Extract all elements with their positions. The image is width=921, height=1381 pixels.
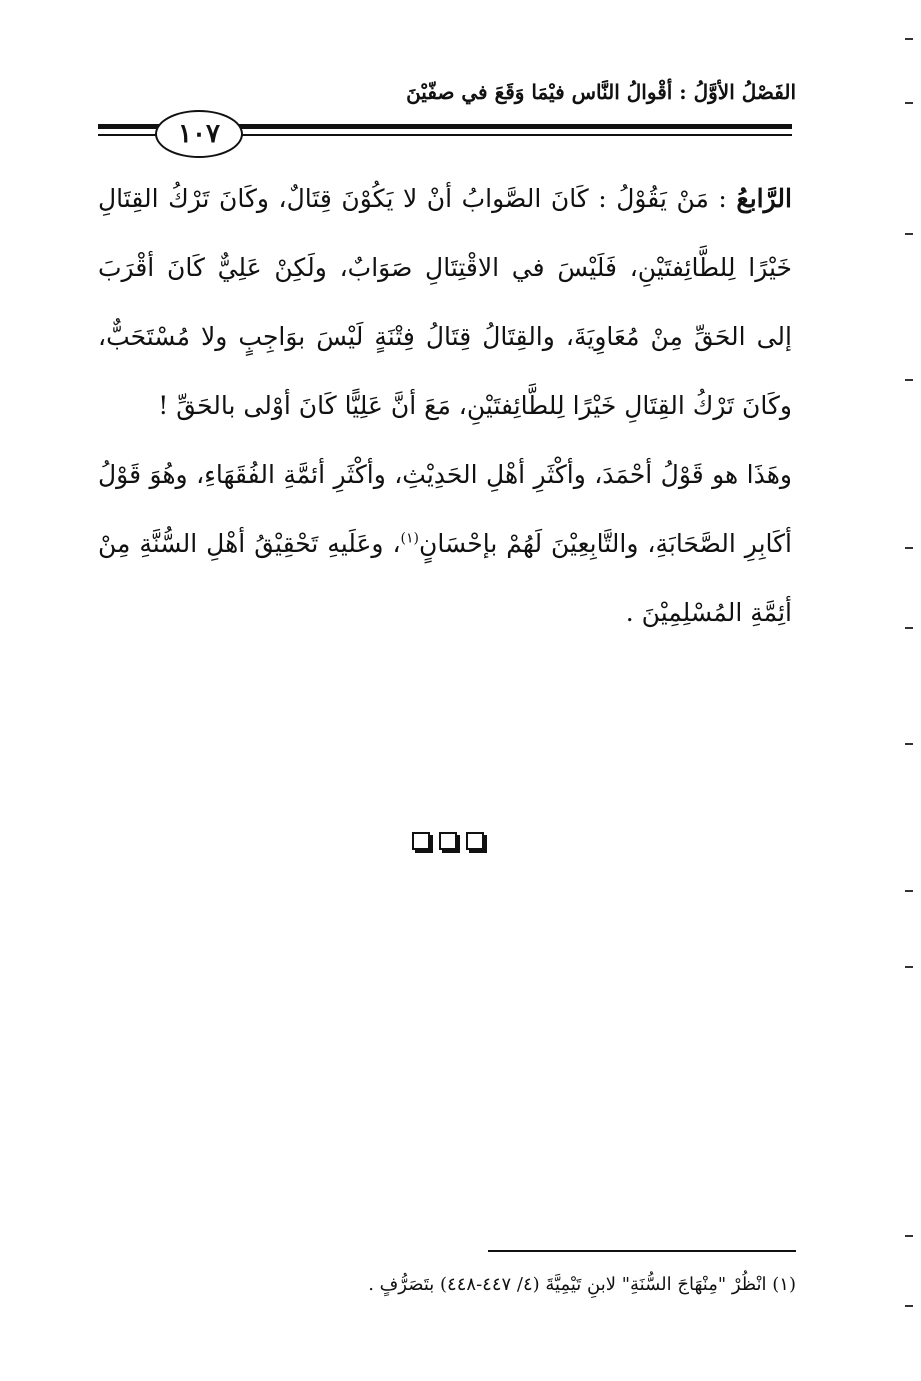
paragraph-1-body: : مَنْ يَقُوْلُ : كَانَ الصَّوابُ أنْ لا يَكُوْنَ قِتَالٌ، وكَانَ تَرْكُ القِتَالِ خَيْرًا لِلطَّائِفتَيْنِ، فَلَيْسَ في الاقْتِتَالِ صَوَابٌ، ولَكِنْ عَلِيٌّ كَانَ أقْرَبَ إلى الحَقِّ مِنْ مُعَاوِيَةَ، والقِتَالُ قِتَالُ فِتْنَةٍ لَيْسَ بوَاجِبٍ ولا مُسْتَحَبٌّ، وكَانَ تَرْكُ القِتَالِ خَيْرًا لِلطَّائِفتَيْنِ، مَعَ أنَّ عَلِيًّا كَانَ أوْلى بالحَقِّ ! [98, 184, 792, 420]
scan-edge-mark [905, 890, 913, 892]
paragraph-2-body: وهَذَا هو قَوْلُ أحْمَدَ، وأكْثَرِ أهْلِ الحَدِيْثِ، وأكْثَرِ أئمَّةِ الفُقَهَاءِ، وهُوَ قَوْلُ أكَابِرِ الصَّحَابَةِ، والتَّابِعِيْنَ لَهُمْ بإحْسَانٍ [98, 460, 792, 558]
footnote-rule [488, 1250, 796, 1252]
page-number-text: ١٠٧ [178, 119, 220, 149]
page-number [155, 110, 243, 158]
paragraph-2 [98, 440, 792, 647]
scan-edge-mark [905, 547, 913, 549]
scan-edge-mark [905, 38, 913, 40]
main-text [98, 164, 792, 647]
running-header: الفَصْلُ الأوَّلُ : أقْوالُ النَّاس فيْمَا وَقَعَ في صفّيْنَ [406, 80, 796, 104]
paragraph-1-lead: الرَّابعُ [736, 184, 792, 213]
scan-edge-mark [905, 379, 913, 381]
scan-edge-mark [905, 233, 913, 235]
paragraph-2-end: ، وعَلَيهِ تَحْقِيْقُ أهْلِ السُّنَّةِ مِنْ أئِمَّةِ المُسْلِمِيْنَ . [98, 529, 792, 627]
scan-edge-mark [905, 1305, 913, 1307]
ornament-box-icon [466, 832, 484, 850]
section-ornament [412, 832, 484, 850]
footnote: (١) انْظُرْ "مِنْهَاجَ السُّنَةِ" لابنِ تَيْمِيَّةَ (٤/ ٤٤٧-٤٤٨) بتَصَرُّفٍ . [368, 1274, 796, 1295]
scan-edge-mark [905, 743, 913, 745]
scan-edge-mark [905, 966, 913, 968]
footnote-marker: (١) [400, 530, 420, 547]
scan-edge-mark [905, 102, 913, 104]
scan-edge-mark [905, 627, 913, 629]
paragraph-1 [98, 164, 792, 440]
scan-edge-mark [905, 1235, 913, 1237]
ornament-box-icon [439, 832, 457, 850]
ornament-box-icon [412, 832, 430, 850]
